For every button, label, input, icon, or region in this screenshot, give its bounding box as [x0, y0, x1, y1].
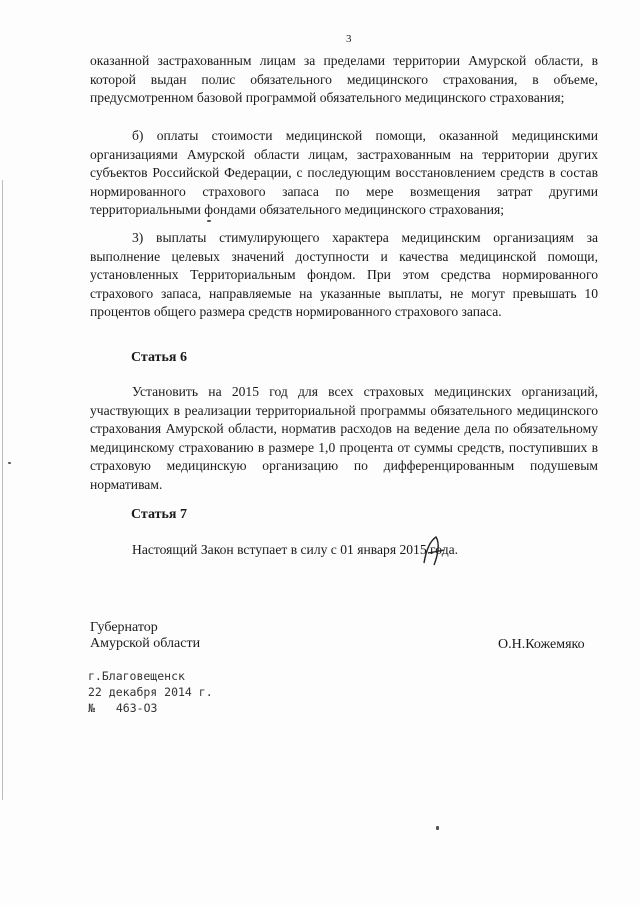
article-6-heading: Статья 6	[131, 350, 187, 365]
stamp-number-row	[88, 700, 213, 716]
stamp-city: г.Благовещенск	[88, 669, 185, 683]
signature-title-line2: Амурской области	[90, 636, 201, 651]
scan-edge-line	[2, 180, 3, 800]
paragraph-item-3: 3) выплаты стимулирующего характера медицинским организациям за выполнение целевых значений доступности и качества медицинской помощи, установленных Территориальным фондом. При этом средства нормированного страхового запаса, направляемые на указанные выплаты, не могут превышать 10 процентов общего размера средств нормированного страхового запаса.	[90, 230, 598, 319]
paragraph-continuation: оказанной застрахованным лицам за пределами территории Амурской области, в которой выдан полис обязательного медицинского страхования, в объеме, предусмотренном базовой программой обязательного медицинского страхования;	[90, 53, 598, 105]
article-7-text: Настоящий Закон вступает в силу с 01 января 2015 года.	[132, 542, 459, 557]
paragraph-item-b: б) оплаты стоимости медицинской помощи, оказанной медицинскими организациями Амурской области лицам, застрахованным на территории других субъектов Российской Федерации, с последующим восстановлением средств в состав нормированного страхового запаса по мере возмещения затрат другими территориальными фондами обязательного медицинского страхования;	[90, 128, 598, 217]
scan-speck	[8, 462, 11, 464]
scan-speck	[207, 220, 211, 222]
page-number: 3	[346, 33, 352, 45]
signature-title-line1: Губернатор	[90, 620, 158, 635]
stamp-number: 463-ОЗ	[115, 701, 158, 715]
signatory-name: О.Н.Кожемяко	[498, 637, 585, 652]
stamp-date: 22 декабря 2014 г.	[88, 685, 213, 699]
handwritten-mark-icon	[418, 533, 448, 569]
article-7-heading: Статья 7	[131, 507, 187, 522]
signature-title	[90, 620, 200, 652]
stamp-number-label: №	[88, 701, 95, 715]
stamp-block	[88, 668, 213, 716]
scan-speck	[436, 826, 439, 830]
article-6-text: Установить на 2015 год для всех страховых медицинских организаций, участвующих в реализации территориальной программы обязательного медицинского страхования Амурской области, норматив расходов на ведение дела по обязательному медицинскому страхованию в размере 1,0 процента от суммы средств, поступивших в страховую медицинскую организацию по дифференцированным подушевым нормативам.	[90, 384, 598, 492]
